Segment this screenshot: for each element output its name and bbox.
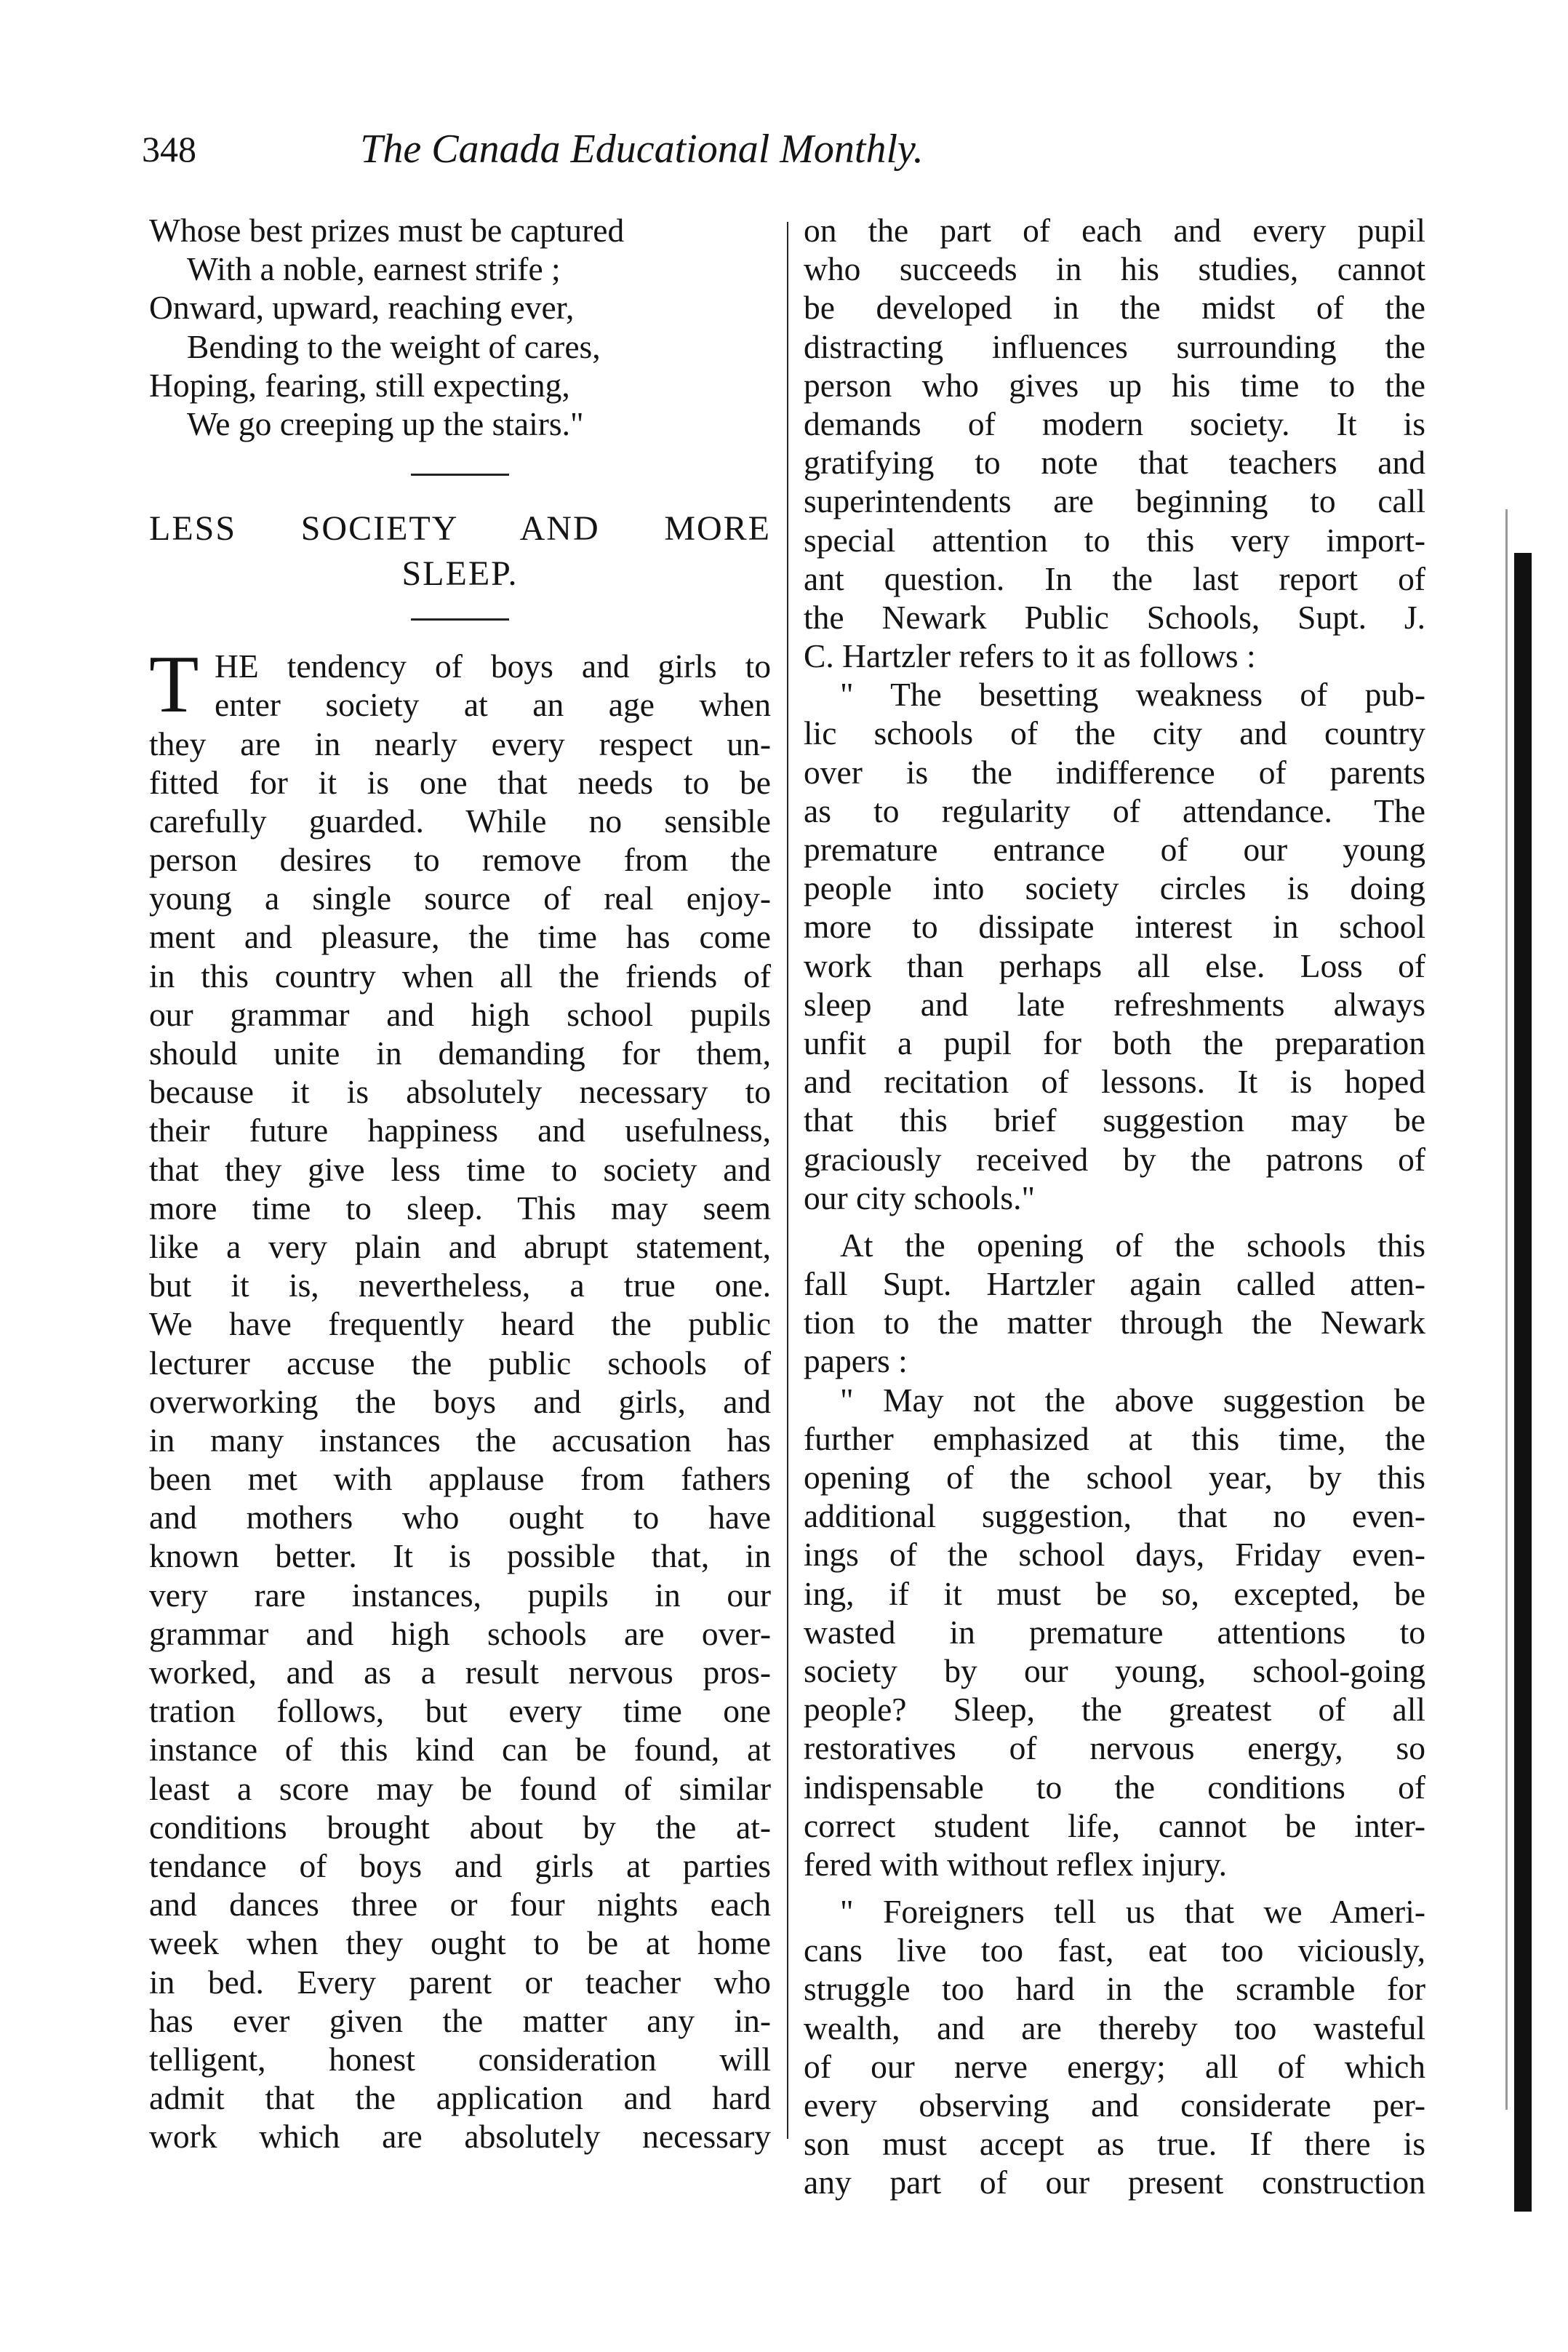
- text-line: ant question. In the last report of: [804, 559, 1425, 597]
- text-line: and dances three or four nights each: [149, 1886, 771, 1924]
- section-divider: [411, 618, 509, 621]
- text-line: more to dissipate interest in school: [804, 908, 1425, 946]
- text-line: fitted for it is one that needs to be: [149, 763, 771, 801]
- page-header: [142, 124, 1142, 182]
- text-line: additional suggestion, that no even-: [804, 1497, 1425, 1535]
- text-line: ing, if it must be so, excepted, be: [804, 1574, 1425, 1612]
- verse-line: We go creeping up the stairs.": [187, 404, 584, 442]
- text-line: C. Hartzler refers to it as follows :: [804, 637, 1256, 675]
- text-line: overworking the boys and girls, and: [149, 1382, 771, 1420]
- article-title-line: SLEEP.: [401, 554, 519, 594]
- text-line: distracting influences surrounding the: [804, 327, 1425, 365]
- poem-verse: [149, 211, 771, 443]
- text-line: in many instances the accusation has: [149, 1421, 771, 1459]
- text-line: sleep and late refreshments always: [804, 985, 1425, 1023]
- article-body: [149, 639, 771, 2156]
- text-line: our city schools.": [804, 1179, 1036, 1216]
- text-line: but it is, nevertheless, a true one.: [149, 1267, 771, 1304]
- text-line: superintendents are beginning to call: [804, 482, 1425, 520]
- text-line: week when they ought to be at home: [149, 1924, 771, 1962]
- text-line: restoratives of nervous energy, so: [804, 1729, 1425, 1767]
- text-line: who succeeds in his studies, cannot: [804, 250, 1425, 288]
- verse-line: Hoping, fearing, still expecting,: [149, 366, 570, 404]
- text-line: as to regularity of attendance. The: [804, 792, 1425, 829]
- text-line: because it is absolutely necessary to: [149, 1073, 771, 1111]
- text-line: fall Supt. Hartzler again called atten-: [804, 1265, 1425, 1303]
- text-line: grammar and high schools are over-: [149, 1614, 771, 1652]
- page-number: 348: [142, 129, 196, 170]
- text-line: lecturer accuse the public schools of: [149, 1344, 771, 1382]
- text-line: conditions brought about by the at-: [149, 1808, 771, 1846]
- paragraph-gap: [804, 1883, 1425, 1892]
- text-line: they are in nearly every respect un-: [149, 725, 771, 762]
- article-title-line: LESS SOCIETY AND MORE: [149, 509, 771, 549]
- text-line: work than perhaps all else. Loss of: [804, 946, 1425, 984]
- text-line: premature entrance of our young: [804, 831, 1425, 868]
- text-line: that they give less time to society and: [149, 1150, 771, 1188]
- column-divider: [787, 222, 788, 2139]
- text-line: in this country when all the friends of: [149, 957, 771, 994]
- text-line: lic schools of the city and country: [804, 714, 1425, 752]
- page-edge-shadow: [1514, 553, 1532, 2212]
- text-line: further emphasized at this time, the: [804, 1419, 1425, 1457]
- verse-line: Whose best prizes must be captured: [149, 212, 625, 249]
- text-line: be developed in the midst of the: [804, 289, 1425, 327]
- text-line: correct student life, cannot be inter-: [804, 1806, 1425, 1844]
- text-line: worked, and as a result nervous pros-: [149, 1654, 771, 1691]
- text-line: struggle too hard in the scramble for: [804, 1970, 1425, 2008]
- text-line: their future happiness and usefulness,: [149, 1112, 771, 1149]
- verse-line: With a noble, earnest strife ;: [187, 250, 561, 288]
- text-line: indispensable to the conditions of: [804, 1768, 1425, 1806]
- text-line: young a single source of real enjoy-: [149, 880, 771, 917]
- quotation-paragraph: [804, 675, 1425, 1217]
- text-line: admit that the application and hard: [149, 2079, 771, 2117]
- text-line: gratifying to note that teachers and: [804, 444, 1425, 482]
- text-line: " Foreigners tell us that we Ameri-: [840, 1893, 1425, 1931]
- text-line: our grammar and high school pupils: [149, 995, 771, 1033]
- article-heading: [149, 506, 771, 597]
- text-line: like a very plain and abrupt statement,: [149, 1227, 771, 1265]
- text-line: tration follows, but every time one: [149, 1692, 771, 1730]
- text-line: of our nerve energy; all of which: [804, 2047, 1425, 2085]
- text-line: ings of the school days, Friday even-: [804, 1536, 1425, 1574]
- text-line: that this brief suggestion may be: [804, 1101, 1425, 1139]
- text-line: wasted in premature attentions to: [804, 1613, 1425, 1651]
- paragraph: [804, 211, 1425, 675]
- text-line: more time to sleep. This may seem: [149, 1189, 771, 1227]
- drop-cap: T: [149, 639, 199, 730]
- text-line: in bed. Every parent or teacher who: [149, 1963, 771, 2001]
- text-line: telligent, honest consideration will: [149, 2040, 771, 2078]
- text-line: work which are absolutely necessary: [149, 2118, 771, 2156]
- text-line: every observing and considerate per-: [804, 2086, 1425, 2124]
- text-line: opening of the school year, by this: [804, 1459, 1425, 1496]
- text-line: fered with without reflex injury.: [804, 1845, 1228, 1883]
- text-line: demands of modern society. It is: [804, 404, 1425, 442]
- text-line: least a score may be found of similar: [149, 1769, 771, 1807]
- text-line: society by our young, school-going: [804, 1651, 1425, 1689]
- verse-line: Onward, upward, reaching ever,: [149, 289, 575, 327]
- left-column: [149, 211, 771, 2156]
- text-line: wealth, and are thereby too wasteful: [804, 2009, 1425, 2046]
- text-line: ment and pleasure, the time has come: [149, 918, 771, 956]
- text-line: should unite in demanding for them,: [149, 1035, 771, 1072]
- text-line: people into society circles is doing: [804, 869, 1425, 907]
- text-line: people? Sleep, the greatest of all: [804, 1691, 1425, 1729]
- text-line: We have frequently heard the public: [149, 1305, 771, 1343]
- text-line: " May not the above suggestion be: [840, 1381, 1425, 1419]
- text-line: person who gives up his time to the: [804, 366, 1425, 404]
- text-line: At the opening of the schools this: [840, 1226, 1425, 1264]
- text-line: the Newark Public Schools, Supt. J.: [804, 598, 1425, 636]
- right-column: [804, 211, 1425, 2202]
- text-line: cans live too fast, eat too viciously,: [804, 1932, 1425, 1969]
- paragraph: [804, 1226, 1425, 1381]
- text-line: and recitation of lessons. It is hoped: [804, 1063, 1425, 1101]
- text-line: very rare instances, pupils in our: [149, 1576, 771, 1614]
- text-line: person desires to remove from the: [149, 841, 771, 879]
- text-line: been met with applause from fathers: [149, 1460, 771, 1498]
- text-line: HE tendency of boys and girls to: [215, 647, 771, 685]
- text-line: tendance of boys and girls at parties: [149, 1846, 771, 1884]
- text-line: tion to the matter through the Newark: [804, 1304, 1425, 1342]
- text-line: unfit a pupil for both the preparation: [804, 1024, 1425, 1061]
- text-line: enter society at an age when: [215, 686, 771, 724]
- text-line: papers :: [804, 1342, 908, 1380]
- text-line: special attention to this very import-: [804, 521, 1425, 559]
- quotation-paragraph: [804, 1892, 1425, 2202]
- text-line: known better. It is possible that, in: [149, 1537, 771, 1575]
- text-line: and mothers who ought to have: [149, 1499, 771, 1536]
- text-line: son must accept as true. If there is: [804, 2125, 1425, 2163]
- text-line: " The besetting weakness of pub-: [840, 676, 1425, 714]
- text-line: over is the indifference of parents: [804, 753, 1425, 791]
- text-line: graciously received by the patrons of: [804, 1140, 1425, 1178]
- text-line: on the part of each and every pupil: [804, 212, 1425, 249]
- section-divider: [411, 474, 509, 476]
- text-line: has ever given the matter any in-: [149, 2001, 771, 2039]
- quotation-paragraph: [804, 1381, 1425, 1883]
- text-line: instance of this kind can be found, at: [149, 1731, 771, 1769]
- text-line: carefully guarded. While no sensible: [149, 802, 771, 840]
- paragraph-gap: [804, 1217, 1425, 1226]
- text-line: any part of our present construction: [804, 2164, 1425, 2201]
- page-edge-line: [1505, 509, 1508, 2110]
- verse-line: Bending to the weight of cares,: [187, 327, 601, 365]
- running-title: The Canada Educational Monthly.: [360, 127, 924, 172]
